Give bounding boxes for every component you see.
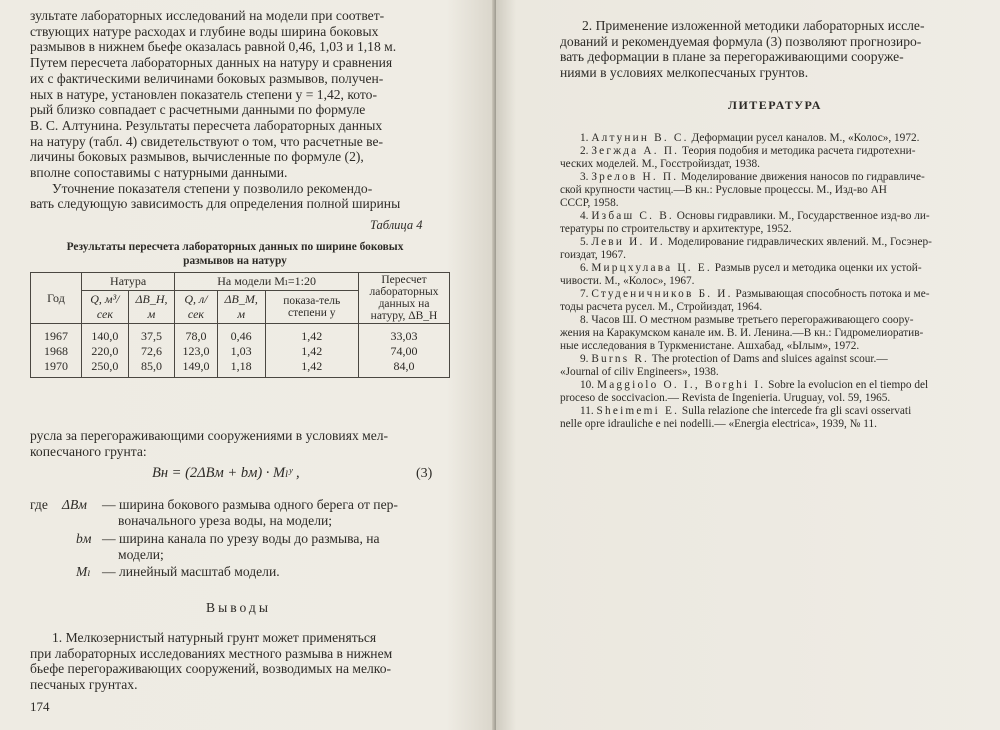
reference-item [560, 353, 972, 379]
text-line: ствующих натуре расходах и глубине воды ширина боковых [30, 23, 379, 39]
results-table [30, 272, 450, 378]
reference-item [560, 379, 972, 405]
reference-text: Sulla relazione che intercede fra gli scavi osservati [681, 405, 912, 417]
text-line: при лабораторных исследованиях местного размыва в нижнем [30, 645, 393, 661]
definition-text: модели; [118, 547, 164, 562]
reference-number: 10. [580, 379, 595, 391]
header-db-nature: ΔB_H, м [128, 291, 174, 324]
table-cell: 74,00 [359, 344, 450, 359]
text-line: русла за перегораживающими сооружениями в условиях мел- [30, 428, 389, 443]
table-cell: 1,18 [217, 359, 265, 378]
definition-prefix: где [30, 497, 48, 512]
text-line: ниями в условиях мелкопесчаных грунтов. [560, 65, 809, 81]
reference-text: proceso de soccivacion.— Revista de Ingenieria. Uruguay, vol. 59, 1965. [560, 392, 891, 404]
reference-number: 7. [580, 288, 589, 300]
reference-author: Избаш С. В. [591, 210, 674, 222]
section-heading: Выводы [206, 600, 271, 615]
reference-item [560, 132, 972, 145]
text-line: Уточнение показателя степени y позволило рекомендо- [52, 180, 373, 196]
text-line: В. С. Алтунина. Результаты пересчета лабораторных данных [30, 117, 383, 133]
reference-item [560, 288, 972, 314]
reference-author: Часов Ш. О [591, 314, 648, 326]
reference-number: 9. [580, 353, 589, 365]
header-exponent: показа-тель степени y [265, 291, 358, 324]
text-line: вать деформации в плане за перегораживающими сооруже- [560, 49, 904, 65]
reference-text: Основы гидравлики. М., Государственное изд-во ли- [676, 210, 930, 222]
table-cell: 1,03 [217, 344, 265, 359]
table-title: Результаты пересчета лабораторных данных по ширине боковых размывов на натуру [66, 241, 404, 267]
table-cell: 78,0 [175, 324, 218, 345]
paragraph-conclusion-2 [560, 18, 970, 81]
table-number: Таблица 4 [370, 218, 423, 232]
text-line: Путем пересчета лабораторных данных на натуру и сравнения [30, 55, 393, 71]
table-row [31, 324, 450, 345]
reference-text: тературы по строительству и архитектуре, 1952. [560, 223, 792, 235]
reference-number: 3. [580, 171, 589, 183]
table-cell: 149,0 [175, 359, 218, 378]
reference-author: Алтунин В. С. [591, 132, 689, 144]
reference-text: Деформации русел каналов. М., «Колос», 1972. [691, 132, 920, 144]
literature-heading: ЛИТЕРАТУРА [728, 98, 822, 112]
reference-author: Зрелов Н. П. [591, 171, 679, 183]
reference-item [560, 236, 972, 262]
table-cell: 1968 [31, 344, 82, 359]
table-cell: 140,0 [82, 324, 129, 345]
text-line: копесчаного грунта: [30, 443, 147, 459]
reference-author: Burns R. [591, 353, 650, 365]
table-cell: 33,03 [359, 324, 450, 345]
text-line: песчаных грунтах. [30, 677, 138, 693]
reference-text: жения на Каракумском канале им. В. И. Ленина.—В кн.: Гидромелиоратив- [560, 327, 924, 339]
definition-text: воначального уреза воды, на модели; [118, 513, 333, 528]
reference-text: СССР, 1958. [560, 197, 619, 209]
left-page [0, 0, 496, 730]
formula: Bн = (2ΔBм + bм) · Mₗʸ , [152, 465, 300, 481]
reference-author: Maggiolo O. I., Borghi I. [596, 379, 766, 391]
page-number: 174 [30, 699, 50, 714]
reference-number: 6. [580, 262, 589, 274]
table-cell: 72,6 [128, 344, 174, 359]
table-cell: 1,42 [265, 359, 358, 378]
table-cell: 1967 [31, 324, 82, 345]
header-q-nature: Q, м³/сек [82, 291, 129, 324]
text-line: дований и рекомендуемая формула (3) позволяют прогнозиро- [560, 33, 922, 49]
paragraph-conclusion-1 [30, 630, 446, 693]
table-cell: 250,0 [82, 359, 129, 378]
header-nature-group: Натура [82, 273, 175, 291]
table-row [31, 359, 450, 378]
reference-text: местном размыве третьего перегораживающего соору- [650, 314, 914, 326]
reference-number: 11. [580, 405, 594, 417]
table-cell: 1970 [31, 359, 82, 378]
reference-item [560, 145, 972, 171]
reference-number: 5. [580, 236, 589, 248]
reference-text: тоды расчета русел. М., Стройиздат, 1964. [560, 301, 763, 313]
reference-text: nelle opre idrauliche e nei nodelli.— «Energia electrica», 1939, № 11. [560, 418, 877, 430]
reference-author: Студеничников Б. И. [591, 288, 733, 300]
table-cell: 123,0 [175, 344, 218, 359]
text-line: вполне сопоставимы с натурными данными. [30, 165, 288, 181]
header-year: Год [31, 273, 82, 324]
table-cell: 1,42 [265, 344, 358, 359]
table-row [31, 344, 450, 359]
text-line: на натуру (табл. 4) свидетельствуют о том, что расчетные ве- [30, 133, 384, 149]
reference-text: ской крупности частиц.—В кн.: Русловые процессы. М., Изд-во АН [560, 184, 887, 196]
reference-text: чивости. М., «Колос», 1967. [560, 275, 695, 287]
definition-symbol: ΔBм [62, 497, 87, 512]
text-line: бьефе перегораживающих сооружений, возводимых на мелко- [30, 661, 392, 677]
reference-number: 2. [580, 145, 589, 157]
reference-text: Моделирование гидравлических явлений. М., Госэнер- [667, 236, 932, 248]
table-cell: 84,0 [359, 359, 450, 378]
table-cell: 220,0 [82, 344, 129, 359]
reference-author: Зегжда А. П. [591, 145, 680, 157]
definition-text: — ширина канала по урезу воды до размыва, на [102, 531, 380, 546]
reference-item [560, 210, 972, 236]
definition-text: — ширина бокового размыва одного берега от пер- [102, 497, 398, 512]
text-line: личины боковых размывов, вычисленные по формуле (2), [30, 149, 364, 165]
reference-author: Мирцхулава Ц. Е. [591, 262, 712, 274]
reference-author: Леви И. И. [591, 236, 665, 248]
text-line: вать следующую зависимость для определения полной ширины [30, 196, 401, 212]
table-cell: 85,0 [128, 359, 174, 378]
reference-item [560, 405, 972, 431]
reference-text: ческих моделей. М., Госстройиздат, 1938. [560, 158, 760, 170]
header-model-group: На модели Mₗ=1:20 [175, 273, 359, 291]
definition-symbol: bм [76, 531, 92, 546]
reference-item [560, 262, 972, 288]
paragraph-formula-intro [30, 428, 446, 459]
reference-number: 1. [580, 132, 589, 144]
header-recalc: Пересчет лабораторных данных на натуру, ΔB_H [359, 273, 450, 324]
text-line: 2. Применение изложенной методики лабораторных иссле- [582, 18, 925, 33]
reference-text: Sobre la evolucion en el tiempo del [768, 379, 929, 391]
definition-symbol: Mₗ [76, 564, 91, 579]
reference-text: гоиздат, 1967. [560, 249, 626, 261]
reference-number: 4. [580, 210, 589, 222]
text-line: 1. Мелкозернистый натурный грунт может применяться [52, 630, 377, 645]
reference-text: The protection of Dams and sluices against scour.— [651, 353, 888, 365]
reference-text: Размывающая способность потока и ме- [735, 288, 930, 300]
reference-number: 8. [580, 314, 589, 326]
reference-item [560, 314, 972, 353]
text-line: зультате лабораторных исследований на модели при соответ- [30, 8, 385, 23]
paragraph-results [30, 8, 446, 212]
reference-text: Теория подобия и методика расчета гидротехни- [682, 145, 916, 157]
table-cell: 0,46 [217, 324, 265, 345]
reference-text: «Journal of ciliv Engineers», 1938. [560, 366, 719, 378]
text-line: размывов в нижнем бьефе оказалась равной 0,46, 1,03 и 1,18 м. [30, 39, 397, 55]
definition-text: — линейный масштаб модели. [102, 564, 280, 579]
text-line: их с фактическими величинами боковых размывов, получен- [30, 70, 384, 86]
text-line: ных в натуре, установлен показатель степени y = 1,42, кото- [30, 86, 377, 102]
formula-number: (3) [416, 466, 433, 481]
header-db-model: ΔB_M, м [217, 291, 265, 324]
table-cell: 37,5 [128, 324, 174, 345]
reference-text: Размыв русел и методика оценки их устой- [714, 262, 922, 274]
reference-text: ные исследования в Туркменистане. Ашхабад, «Ылым», 1972. [560, 340, 860, 352]
header-q-model: Q, л/сек [175, 291, 218, 324]
reference-item [560, 171, 972, 210]
reference-author: Sheimemi E. [596, 405, 680, 417]
reference-text: Моделирование движения наносов по гидравличе- [681, 171, 925, 183]
table-cell: 1,42 [265, 324, 358, 345]
text-line: рый близко совпадает с расчетными данными по формуле [30, 102, 366, 118]
